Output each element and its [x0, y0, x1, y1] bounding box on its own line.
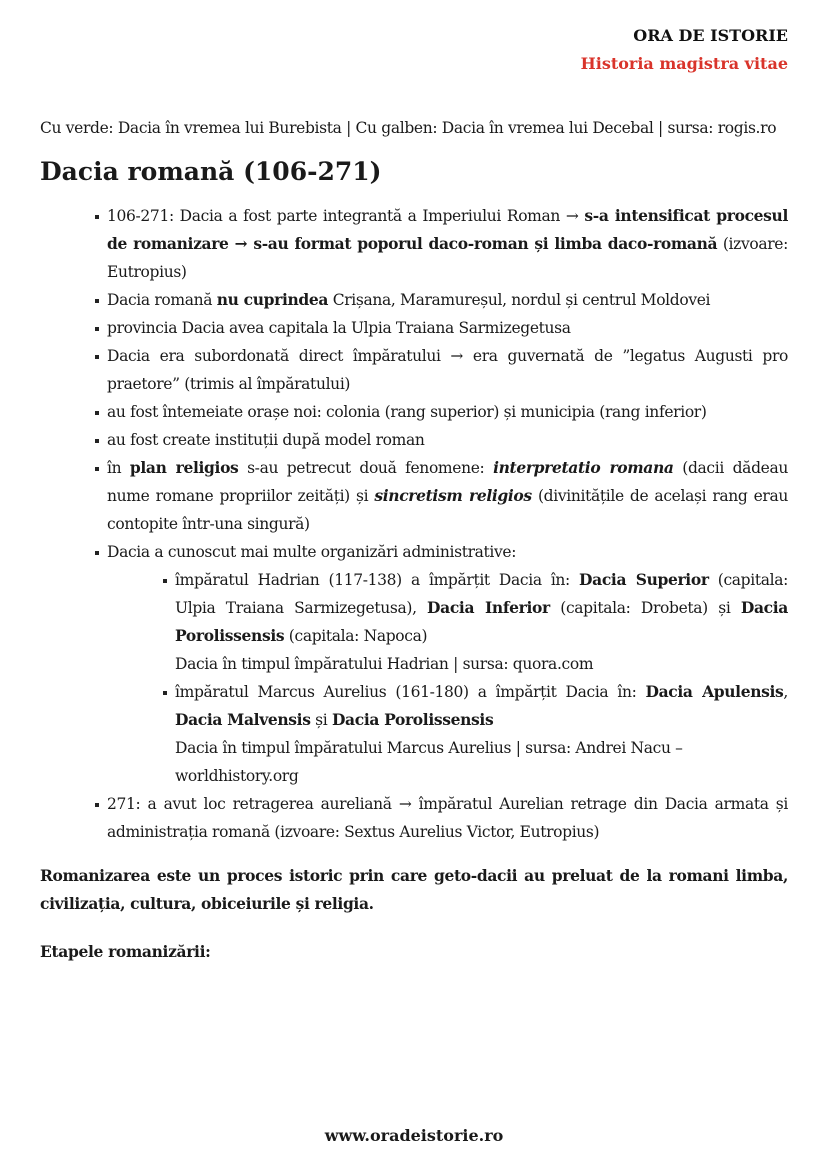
list-item: [107, 538, 788, 790]
list-item: [107, 286, 788, 314]
section-heading: Dacia romană (106-271): [40, 157, 382, 186]
emphasized-text: Dacia Apulensis: [645, 682, 784, 701]
list-item: [107, 790, 788, 846]
sub-list: [107, 566, 788, 790]
text-segment: Dacia era subordonată direct împăratului → era guvernată de ”legatus Augusti pro praetore” (trimis al împăratului): [107, 347, 788, 393]
bullet-list: [40, 202, 788, 846]
emphasized-text: Dacia Inferior: [427, 598, 550, 617]
emphasized-text: Dacia Malvensis: [175, 710, 311, 729]
text-segment: în: [107, 459, 130, 477]
text-segment: (capitala: Ulpia Traiana Sarmizegetusa),: [175, 571, 788, 617]
list-item: [107, 426, 788, 454]
text-segment: (capitala: Napoca): [284, 627, 428, 645]
site-subtitle: Historia magistra vitae: [580, 54, 788, 73]
text-segment: 106-271: Dacia a fost parte integrantă a Imperiului Roman →: [107, 207, 585, 225]
list-item: [107, 342, 788, 398]
text-segment: au fost create instituții după model roman: [107, 431, 425, 449]
conclusion-text: Romanizarea este un proces istoric prin care geto-dacii au preluat de la romani limba, civilizația, cultura, obiceiurile și religia.: [40, 866, 788, 913]
text-segment: ,: [783, 683, 788, 701]
list-item: [175, 678, 788, 790]
text-segment: și: [310, 711, 332, 729]
text-segment: împăratul Hadrian (117-138) a împărțit Dacia în:: [175, 571, 580, 589]
image-caption: Dacia în timpul împăratului Hadrian | sursa: quora.com: [175, 655, 594, 673]
text-segment: împăratul Marcus Aurelius (161-180) a împărțit Dacia în:: [175, 683, 646, 701]
emphasized-text: interpretatio romana: [493, 458, 674, 477]
list-item: [107, 398, 788, 426]
text-segment: provincia Dacia avea capitala la Ulpia Traiana Sarmizegetusa: [107, 319, 571, 337]
list-item: [107, 454, 788, 538]
image-caption: Dacia în timpul împăratului Marcus Aurelius | sursa: Andrei Nacu – worldhistory.org: [175, 739, 683, 785]
emphasized-text: nu cuprindea: [216, 290, 329, 309]
emphasized-text: sincretism religios: [374, 486, 532, 505]
text-segment: (izvoare: Eutropius): [107, 235, 789, 281]
site-title: ORA DE ISTORIE: [633, 26, 788, 45]
list-item: [107, 202, 788, 286]
text-segment: 271: a avut loc retragerea aureliană → împăratul Aurelian retrage din Dacia armata și administrația romană (izvoare: Sextus Aurelius Victor, Eutropius): [107, 795, 788, 841]
text-segment: (capitala: Drobeta) și: [549, 599, 741, 617]
text-segment: au fost întemeiate orașe noi: colonia (rang superior) și municipia (rang inferior): [107, 403, 707, 421]
text-segment: Dacia romană: [107, 291, 217, 309]
subheading-etape: Etapele romanizării:: [40, 942, 211, 961]
site-header: [581, 22, 788, 78]
text-segment: Dacia a cunoscut mai multe organizări administrative:: [107, 543, 517, 561]
emphasized-text: plan religios: [129, 458, 239, 477]
list-item: [107, 314, 788, 342]
footer-url: www.oradeistorie.ro: [324, 1126, 504, 1145]
emphasized-text: Dacia Porolissensis: [175, 598, 788, 645]
text-segment: s-au petrecut două fenomene:: [238, 459, 494, 477]
emphasized-text: s-a intensificat procesul de romanizare → s-au format poporul daco-roman și limba daco-romană: [107, 206, 788, 253]
text-segment: (divinitățile de același rang erau contopite într-una singură): [107, 487, 789, 533]
text-segment: (dacii dădeau nume romane propriilor zeități) și: [107, 459, 788, 505]
emphasized-text: Dacia Porolissensis: [331, 710, 494, 729]
emphasized-text: Dacia Superior: [579, 570, 709, 589]
list-item: [175, 566, 788, 678]
article-content: [40, 114, 788, 966]
map-caption: Cu verde: Dacia în vremea lui Burebista | Cu galben: Dacia în vremea lui Decebal | sursa: rogis.ro: [40, 119, 777, 137]
text-segment: Crișana, Maramureșul, nordul și centrul Moldovei: [328, 291, 711, 309]
